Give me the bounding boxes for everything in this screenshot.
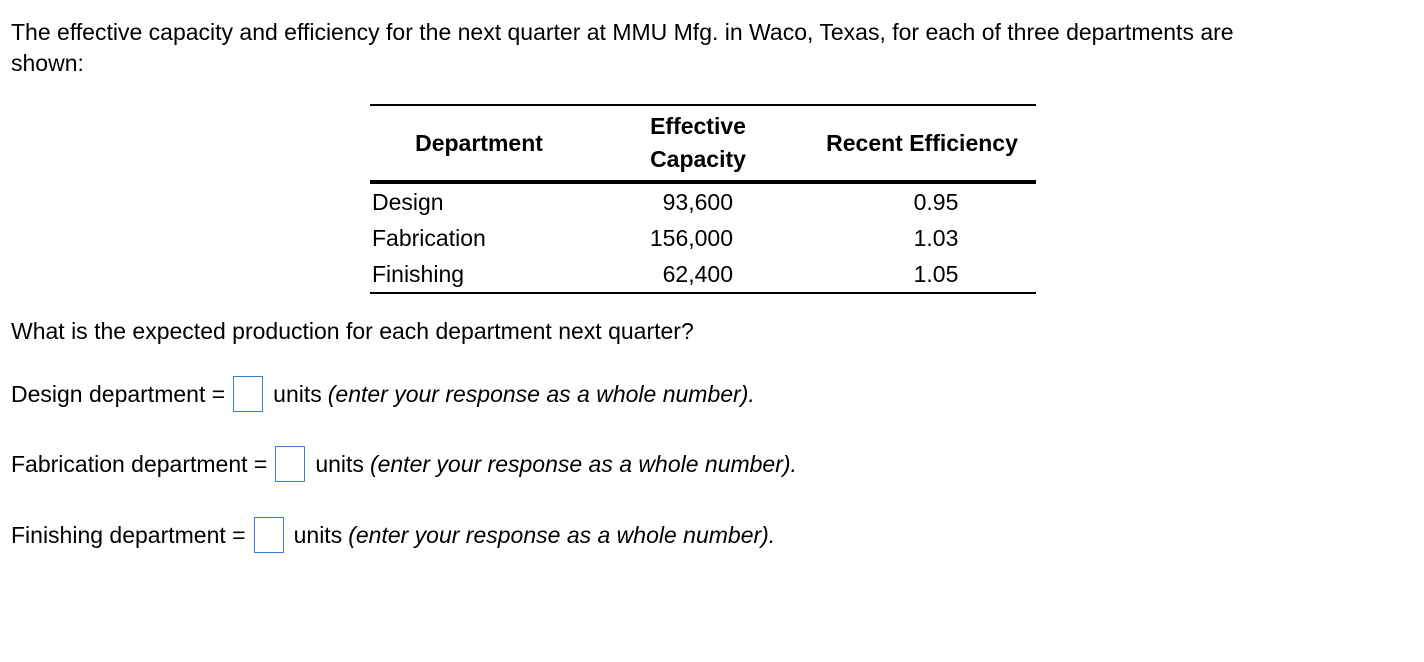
fabrication-answer-row bbox=[11, 446, 797, 482]
row-capacity: 62,400 bbox=[662, 261, 733, 287]
finishing-hint: (enter your response as a whole number). bbox=[348, 521, 776, 548]
design-hint: (enter your response as a whole number). bbox=[327, 380, 755, 407]
fabrication-input[interactable] bbox=[275, 446, 305, 482]
row-efficiency: 1.05 bbox=[913, 261, 959, 287]
fabrication-hint: (enter your response as a whole number). bbox=[369, 450, 797, 477]
table-row bbox=[370, 182, 1036, 220]
row-efficiency: 1.03 bbox=[913, 225, 959, 251]
intro-line-2: shown: bbox=[11, 50, 84, 76]
problem-intro bbox=[11, 17, 1411, 79]
table-header-row bbox=[370, 105, 1036, 182]
intro-line-1: The effective capacity and efficiency for the next quarter at MMU Mfg. in Waco, Texas, for each of three departments are bbox=[11, 19, 1234, 45]
row-department: Finishing bbox=[372, 261, 465, 287]
question-text: What is the expected production for each department next quarter? bbox=[11, 318, 694, 344]
row-department: Fabrication bbox=[372, 225, 486, 251]
finishing-units: units bbox=[293, 521, 343, 548]
finishing-answer-row bbox=[11, 517, 775, 553]
department-table bbox=[370, 104, 1036, 294]
table-row bbox=[370, 220, 1036, 256]
header-capacity-line-1: Effective bbox=[650, 113, 746, 139]
design-input[interactable] bbox=[233, 376, 263, 412]
finishing-input[interactable] bbox=[254, 517, 284, 553]
header-department: Department bbox=[415, 129, 543, 156]
row-capacity: 93,600 bbox=[662, 189, 733, 215]
table-row bbox=[370, 256, 1036, 293]
finishing-label: Finishing department = bbox=[11, 521, 246, 548]
design-units: units bbox=[273, 380, 322, 407]
fabrication-label: Fabrication department = bbox=[11, 450, 268, 477]
design-label: Design department = bbox=[11, 380, 226, 407]
header-effective-capacity bbox=[588, 105, 808, 182]
design-answer-row bbox=[11, 376, 755, 412]
row-department: Design bbox=[372, 189, 444, 215]
header-capacity-line-2: Capacity bbox=[650, 146, 746, 172]
header-recent-efficiency: Recent Efficiency bbox=[826, 129, 1018, 156]
fabrication-units: units bbox=[315, 450, 364, 477]
row-efficiency: 0.95 bbox=[913, 189, 959, 215]
row-capacity: 156,000 bbox=[649, 225, 733, 251]
